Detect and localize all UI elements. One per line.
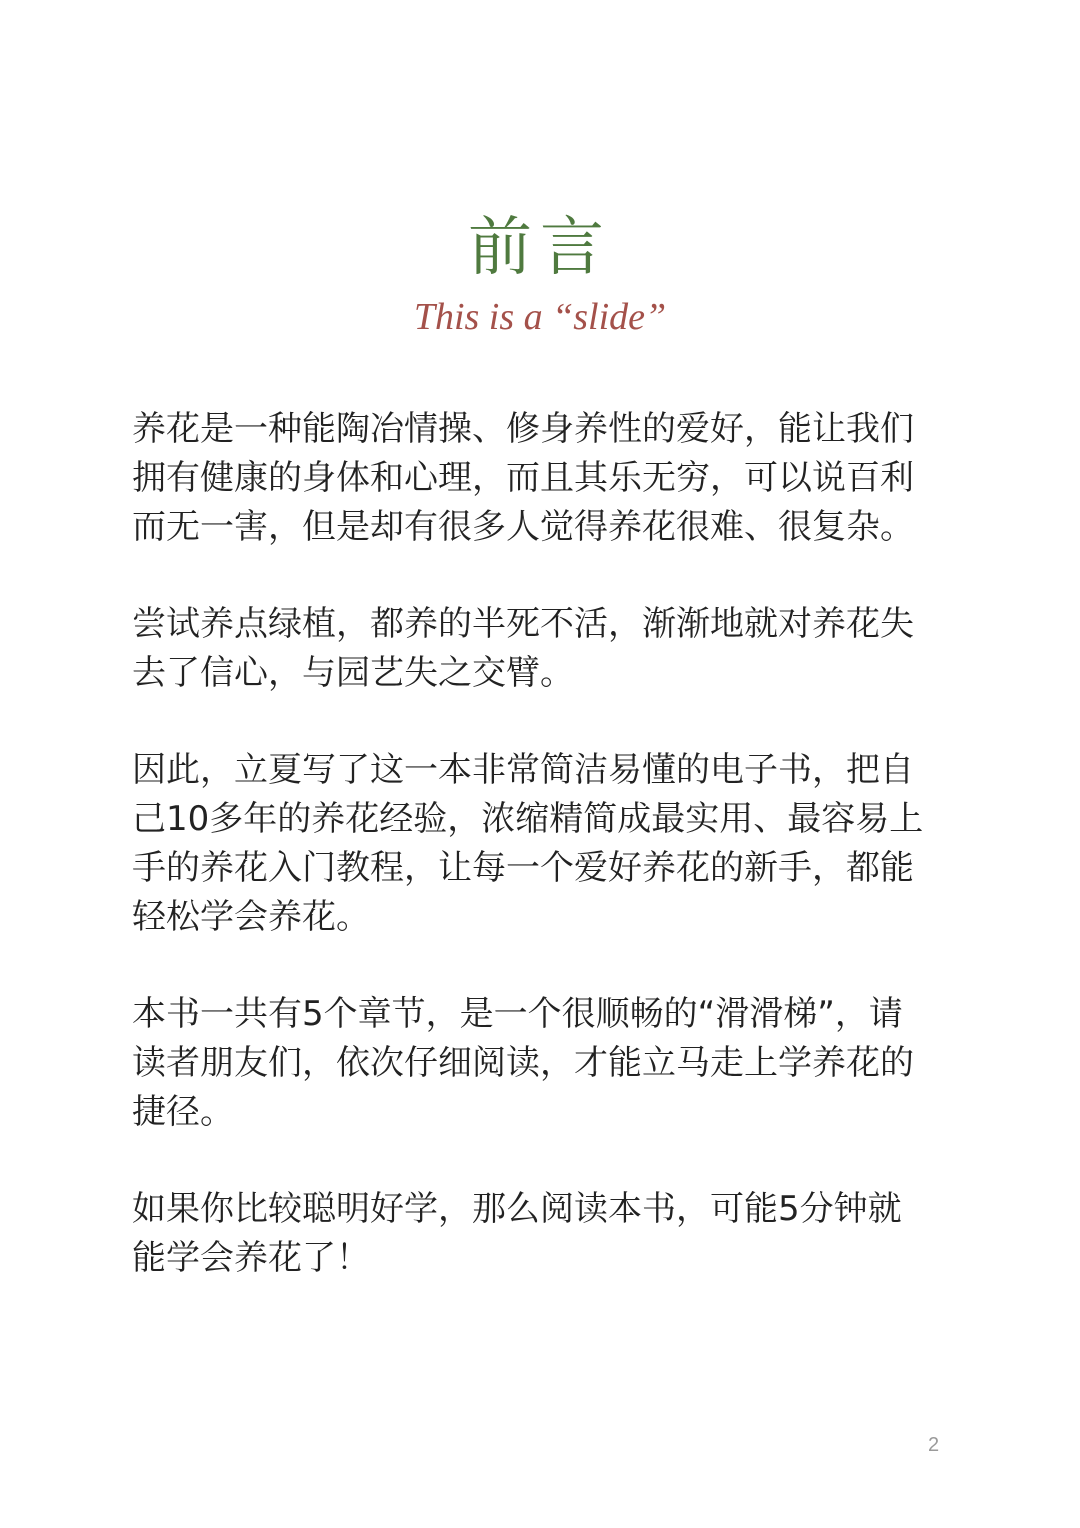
paragraph: 养花是一种能陶冶情操、修身养性的爱好，能让我们拥有健康的身体和心理，而且其乐无穷，可以说百利而无一害，但是却有很多人觉得养花很难、很复杂。 <box>132 409 914 547</box>
page-subtitle: This is a “slide” <box>413 296 667 338</box>
paragraph: 如果你比较聪明好学，那么阅读本书，可能5分钟就能学会养花了！ <box>132 1189 902 1278</box>
body-text <box>132 405 932 1331</box>
page-title: 前言 <box>468 211 612 285</box>
paragraph: 本书一共有5个章节，是一个很顺畅的“滑滑梯”，请读者朋友们，依次仔细阅读，才能立马走上学养花的捷径。 <box>132 994 914 1132</box>
page-number: 2 <box>928 1434 940 1456</box>
paragraph: 尝试养点绿植，都养的半死不活，渐渐地就对养花失去了信心，与园艺失之交臂。 <box>132 604 914 693</box>
paragraph: 因此，立夏写了这一本非常简洁易懂的电子书，把自己10多年的养花经验，浓缩精简成最实用、最容易上手的养花入门教程，让每一个爱好养花的新手，都能轻松学会养花。 <box>132 750 924 937</box>
